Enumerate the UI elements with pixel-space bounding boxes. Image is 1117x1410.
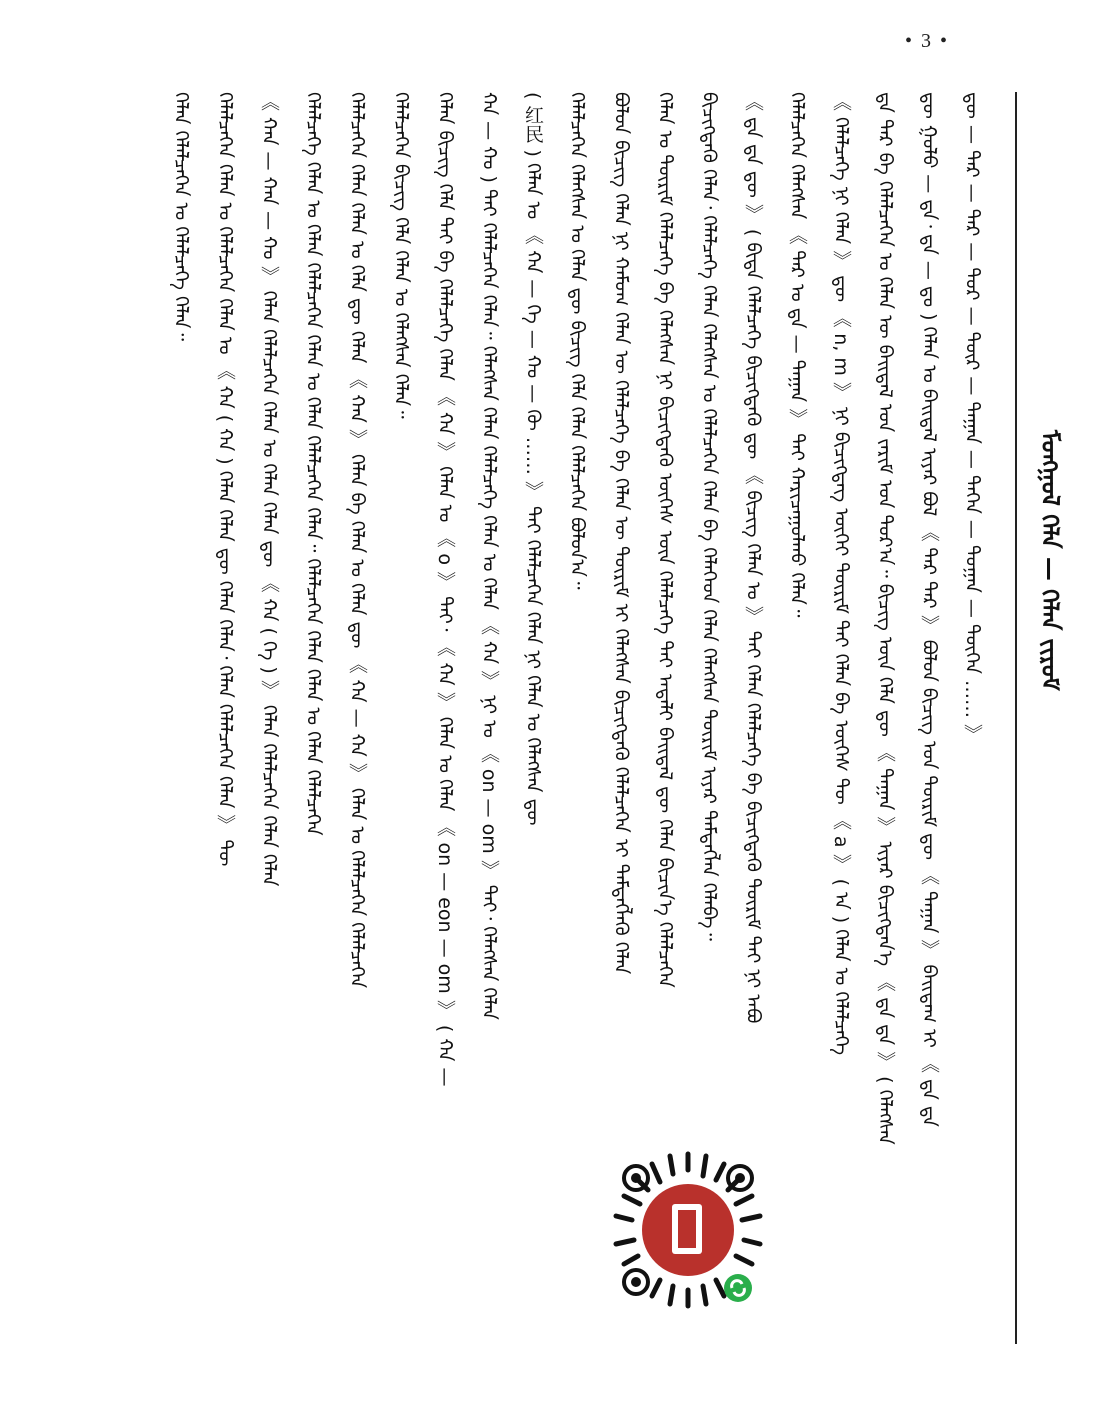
text-column: ᠳᠥ — ᠳᠠᠷ — ᠳᠡᠷ — ᠳᠣᠷ — ᠳᠥᠷ — ᠳᠠᠭᠠᠨ — ᠳᠡᠭᠡᠨ — ᠳᠣᠭᠠᠨ — ᠳᠥᠭᠡᠨ …… 》 bbox=[961, 92, 983, 744]
text-column: 《 ᠬᠡᠯᠡᠯᠴᠡᠭᠡ ᠨᠢ ᠬᠡᠯᠡᠨ 》 ᠳᠦ 《 n, m 》 ᠨᠢ ᠪᠢᠴᠢᠭᠳᠡᠭ ᠦᠭᠡᠢ ᠳᠦᠷᠢᠮ ᠲᠠᠢ ᠬᠡᠯᠡᠨ ᠪᠠ ᠦᠭᠡᠰ ᠲᠦ 《 a 》 ( ᠠ ) ᠬᠡᠯᠡᠨ ᠤ ᠬᠡᠯᠡᠯᠴᠡᠭᠡ bbox=[830, 92, 852, 1056]
text-column: ᠬᠡᠯᠡᠨ ᠪᠢᠴᠢᠭ᠌ ᠬᠡᠯᠡ ᠲᠠᠢ ᠪᠠ ᠬᠡᠯᠡᠯᠴᠡᠭᠡ ᠬᠡᠯᠡᠨ 《 ᠬᠠ 》 ᠬᠡᠯᠡᠨ ᠤ 《 o 》 ᠲᠡᠢ᠂ 《 ᠬᠠ 》 ᠬᠡᠯᠡᠨ ᠤ ᠬᠡᠯᠡᠨ 《 on — eon — om 》 ( ᠬᠠ — bbox=[434, 92, 456, 1087]
text-column: ᠳᠦ ᠭᠣᠯᠣ — ᠳᠠ᠂ ᠳᠡ — ᠳᠤ ) ᠬᠡᠯᠡᠨ ᠤ ᠪᠠᠢᠳᠠᠯ ᠢᠶᠠᠷ ᠪᠣᠯ 《 ᠳᠠᠷ ᠳᠡᠷ 》 ᠪᠣᠯᠤᠨ ᠪᠢᠴᠢᠭ᠌ ᠤᠨ ᠳᠦᠷᠢᠮ ᠳᠦ 《 ᠳᠠᠭᠠᠨ 》 ᠪᠠᠢᠳᠠᠭ ᠢ 《 ᠳᠠ ᠳᠡ bbox=[918, 92, 940, 1127]
running-head: ᠮᠣᠩᠭᠣᠯ ᠬᠡᠯᠡ — ᠬᠡᠯᠡᠨ ᠵᠢᠷᠤᠮ bbox=[1036, 429, 1064, 691]
text-column: ᠬᠡᠯᠡᠯᠴᠡᠭᠡᠨ ᠪᠢᠴᠢᠭ᠌ ᠬᠡᠯᠡ ᠬᠡᠯᠡᠨ ᠤ ᠬᠡᠯᠡᠭᠰᠡᠨ ᠬᠡᠯᠡᠨ᠃ bbox=[390, 92, 412, 419]
text-column: ᠬᠡᠯᠡᠯᠴᠡᠭᠡᠨ ᠬᠡᠯᠡᠭᠰᠡᠨ 《 ᠳᠠᠷ ᠤ ᠳᠠ — ᠳᠠᠭᠠᠨ 》 ᠲᠠᠢ ᠬᠠᠷᠢᠴᠠᠭᠤᠯᠬᠤ ᠬᠡᠯᠡᠨ᠃ bbox=[786, 92, 808, 618]
text-column: ᠪᠣᠯᠤᠨ ᠪᠢᠴᠢᠭ᠌ ᠬᠡᠯᠡᠨ ᠨᠢ ᠬᠠᠮᠤᠭ ᠬᠡᠯᠡᠨ ᠦ ᠬᠡᠯᠡᠯᠴᠡᠭᠡ ᠪᠠ ᠬᠡᠯᠡᠨ ᠦ ᠳᠦᠷᠢᠮ ᠢ ᠬᠡᠯᠡᠭᠰᠡᠨ ᠪᠢᠴᠢᠭᠳᠡᠬᠦ ᠬᠡᠯᠡᠯᠴᠡᠭᠡᠨ ᠢ ᠲᠡᠮᠳᠡᠭᠯᠡᠬᠦ ᠬᠡᠯᠡᠨ bbox=[610, 92, 632, 975]
text-column: ᠬᠡᠯᠡᠯᠴᠡᠭᠡ ᠬᠡᠯᠡᠨ ᠤ ᠬᠡᠯᠡᠨ ᠬᠡᠯᠡᠯᠴᠡᠭᠡᠨ ᠬᠡᠯᠡᠨ ᠤ ᠬᠡᠯᠡᠨ ᠬᠡᠯᠡᠯᠴᠡᠭᠡᠨ ᠬᠡᠯᠡᠨ᠃ ᠬᠡᠯᠡᠯᠴᠡᠭᠡᠨ ᠬᠡᠯᠡᠨ ᠬᠡᠯᠡᠨ ᠤ ᠬᠡᠯᠡᠨ ᠬᠡᠯᠡᠯᠴᠡᠭᠡᠨ bbox=[302, 92, 324, 836]
page-number: • 3 • bbox=[905, 30, 950, 52]
text-column: ᠬᠠ — ᠬᠣ ) ᠲᠠᠢ ᠬᠡᠯᠡᠯᠴᠡᠭᠡᠨ ᠬᠡᠯᠡᠨ᠃ ᠬᠡᠯᠡᠭᠰᠡᠨ ᠬᠡᠯᠡᠨ ᠬᠡᠯᠡᠯᠴᠡᠭᠡ ᠬᠡᠯᠡᠨ ᠤ ᠬᠡᠯᠡᠨ 《 ᠬᠠ 》 ᠨᠢ ᠤ 《 on — om 》 ᠲᠡᠢ᠂ ᠬᠡᠯᠡᠭᠰᠡᠨ ᠬᠡᠯᠡᠨ bbox=[478, 92, 500, 1020]
text-column: ᠪᠢᠴᠢᠭᠳᠡᠬᠦ ᠬᠡᠯᠡᠨ᠂ ᠬᠡᠯᠡᠯᠴᠡᠭᠡ ᠬᠡᠯᠡᠨ ᠬᠡᠯᠡᠭᠰᠡᠨ ᠤ ᠬᠡᠯᠡᠯᠴᠡᠭᠡᠨ ᠬᠡᠯᠡᠨ ᠪᠠ ᠬᠡᠯᠡᠭᠡᠳ ᠬᠡᠯᠡᠨ ᠬᠡᠯᠡᠭᠰᠡᠨ ᠳᠦᠷᠢᠮ ᠢᠶᠠᠷ ᠲᠡᠮᠳᠡᠭᠯᠡᠨ ᠬᠡᠯᠡᠪᠡ᠃ bbox=[698, 92, 720, 941]
text-column: ᠬᠡᠯᠡᠯᠴᠡᠭᠡᠨ ᠬᠡᠯᠡᠨ ᠬᠡᠯᠡᠨ ᠤ ᠬᠡᠯᠡ ᠳᠦ ᠬᠡᠯᠡᠨ 《 ᠬᠠᠨ 》 ᠬᠡᠯᠡᠨ ᠪᠠ ᠬᠡᠯᠡᠨ ᠤ ᠬᠡᠯᠡᠨ ᠳᠦ 《 ᠬᠠ — ᠬᠠ 》 ᠬᠡᠯᠡᠨ ᠤ ᠬᠡᠯᠡᠯᠴᠡᠭᠡᠨ ᠬᠡᠯᠡᠯᠴᠡᠭᠡᠨ bbox=[346, 92, 368, 989]
text-column: ( 红民 ) ᠬᠡᠯᠡᠨ ᠤ 《 ᠬᠠ — ᠬᠡ — ᠬᠣ — ᠬᠦ …… 》 ᠲᠠᠢ ᠬᠡᠯᠡᠯᠴᠡᠭᠡᠨ ᠬᠡᠯᠡᠨ ᠨᠢ ᠬᠡᠯᠡᠨ ᠤ ᠬᠡᠯᠡᠭᠰᠡᠨ ᠳᠦ bbox=[522, 92, 544, 826]
qr-code-icon[interactable] bbox=[608, 1150, 768, 1310]
text-column: ᠬᠡᠯᠡᠯᠴᠡᠭᠡᠨ ᠬᠡᠯᠡᠭᠰᠡᠨ ᠤ ᠬᠡᠯᠡᠨ ᠳᠦ ᠪᠢᠴᠢᠭ᠌ ᠬᠡᠯᠡ ᠬᠡᠯᠡᠨ ᠬᠡᠯᠡᠯᠴᠡᠭᠡᠨ ᠪᠣᠯᠤᠨ᠎ᠠ᠃ bbox=[566, 92, 588, 590]
text-column: ᠬᠡᠯᠡᠨ ᠬᠡᠯᠡᠯᠴᠡᠭᠡᠨ ᠤ ᠬᠡᠯᠡᠯᠴᠡᠭᠡ ᠬᠡᠯᠡᠨ᠃ bbox=[170, 92, 192, 342]
mini-program-code-icon bbox=[608, 1150, 768, 1310]
text-column: ᠬᠡᠯᠡᠨ ᠤ ᠳᠦᠷᠢᠮ ᠬᠡᠯᠡᠯᠴᠡᠭᠡ ᠪᠠ ᠬᠡᠯᠡᠭᠰᠡᠨ ᠨᠢ ᠪᠢᠴᠢᠭᠳᠡᠬᠦ ᠦᠭᠡᠰ ᠦᠨ ᠬᠡᠯᠡᠯᠴᠡᠭᠡ ᠲᠡᠢ ᠠᠳᠠᠯᠢ ᠪᠠᠢᠳᠠᠯ ᠳᠦ ᠬᠡᠯᠡᠨ ᠪᠢᠴᠢᠨ᠎ᠡ ᠬᠡᠯᠡᠯᠴᠡᠭᠡᠨ bbox=[654, 92, 676, 988]
text-column: ᠬᠡᠯᠡᠯᠴᠡᠭᠡᠨ ᠬᠡᠯᠡᠨ ᠤ ᠬᠡᠯᠡᠯᠴᠡᠭᠡᠨ ᠬᠡᠯᠡᠨ ᠤ 《 ᠬᠠ ( ᠬᠠ ) ᠬᠡᠯᠡᠨ ᠬᠡᠯᠡᠨ ᠳᠦ ᠬᠡᠯᠡᠨ ᠬᠡᠯᠡᠨ᠂ ᠬᠡᠯᠡᠨ ᠬᠡᠯᠡᠯᠴᠡᠭᠡᠨ ᠬᠡᠯᠡᠨ 》 ᠲᠦ bbox=[214, 92, 236, 867]
text-column: 《 ᠳᠠ ᠳᠡ ᠳᠦ 》 ( ᠪᠢᠳᠡ ᠬᠡᠯᠡᠯᠴᠡᠭᠡ ᠪᠢᠴᠢᠭᠳᠡᠬᠦ ᠳᠦ 《 ᠪᠢᠴᠢᠭ᠌ ᠬᠡᠯᠡᠨ ᠤ 》 ᠲᠠᠢ ᠬᠡᠯᠡᠨ ᠬᠡᠯᠡᠯᠴᠡᠭᠡ ᠪᠠ ᠪᠢᠴᠢᠭᠳᠡᠬᠦ ᠳᠦᠷᠢᠮ ᠲᠡᠢ ᠨᠢ ᠠᠪᠤ bbox=[742, 92, 764, 1024]
text-column: 《 ᠬᠠᠨ — ᠬᠠᠨ — ᠬᠣ 》 ᠬᠡᠯᠡᠨ ᠬᠡᠯᠡᠯᠴᠡᠭᠡᠨ ᠬᠡᠯᠡᠨ ᠤ ᠬᠡᠯᠡᠨ ᠬᠡᠯᠡᠨ ᠳᠦ 《 ᠬᠠ ( ᠬᠡ ) 》 ᠬᠡᠯᠡᠨ ᠬᠡᠯᠡᠯᠴᠡᠭᠡᠨ ᠬᠡᠯᠡᠨ ᠬᠡᠯᠡᠨ bbox=[258, 92, 280, 887]
text-column: ᠳᠠ ᠳᠡᠷ ᠪᠠ ᠬᠡᠯᠡᠯᠴᠡᠭᠡᠨ ᠤ ᠬᠡᠯᠡᠨ ᠦ ᠪᠠᠢᠳᠠᠯ ᠤᠨ ᠵᠠᠷᠢᠮ ᠤᠨ ᠳᠣᠷ᠎ᠠ᠃ ᠪᠢᠴᠢᠭ᠌ ᠦᠨ ᠬᠡᠯᠡ ᠳᠦ 《 ᠳᠠᠭᠠᠨ 》 ᠢᠶᠡᠷ ᠪᠢᠴᠢᠭᠳᠡᠨ᠎ᠡ 《 ᠳᠠ ᠳᠡ 》 ( ᠬᠡᠯᠡᠭᠰᠡᠨ bbox=[874, 92, 896, 1145]
header-rule bbox=[1015, 92, 1017, 1344]
